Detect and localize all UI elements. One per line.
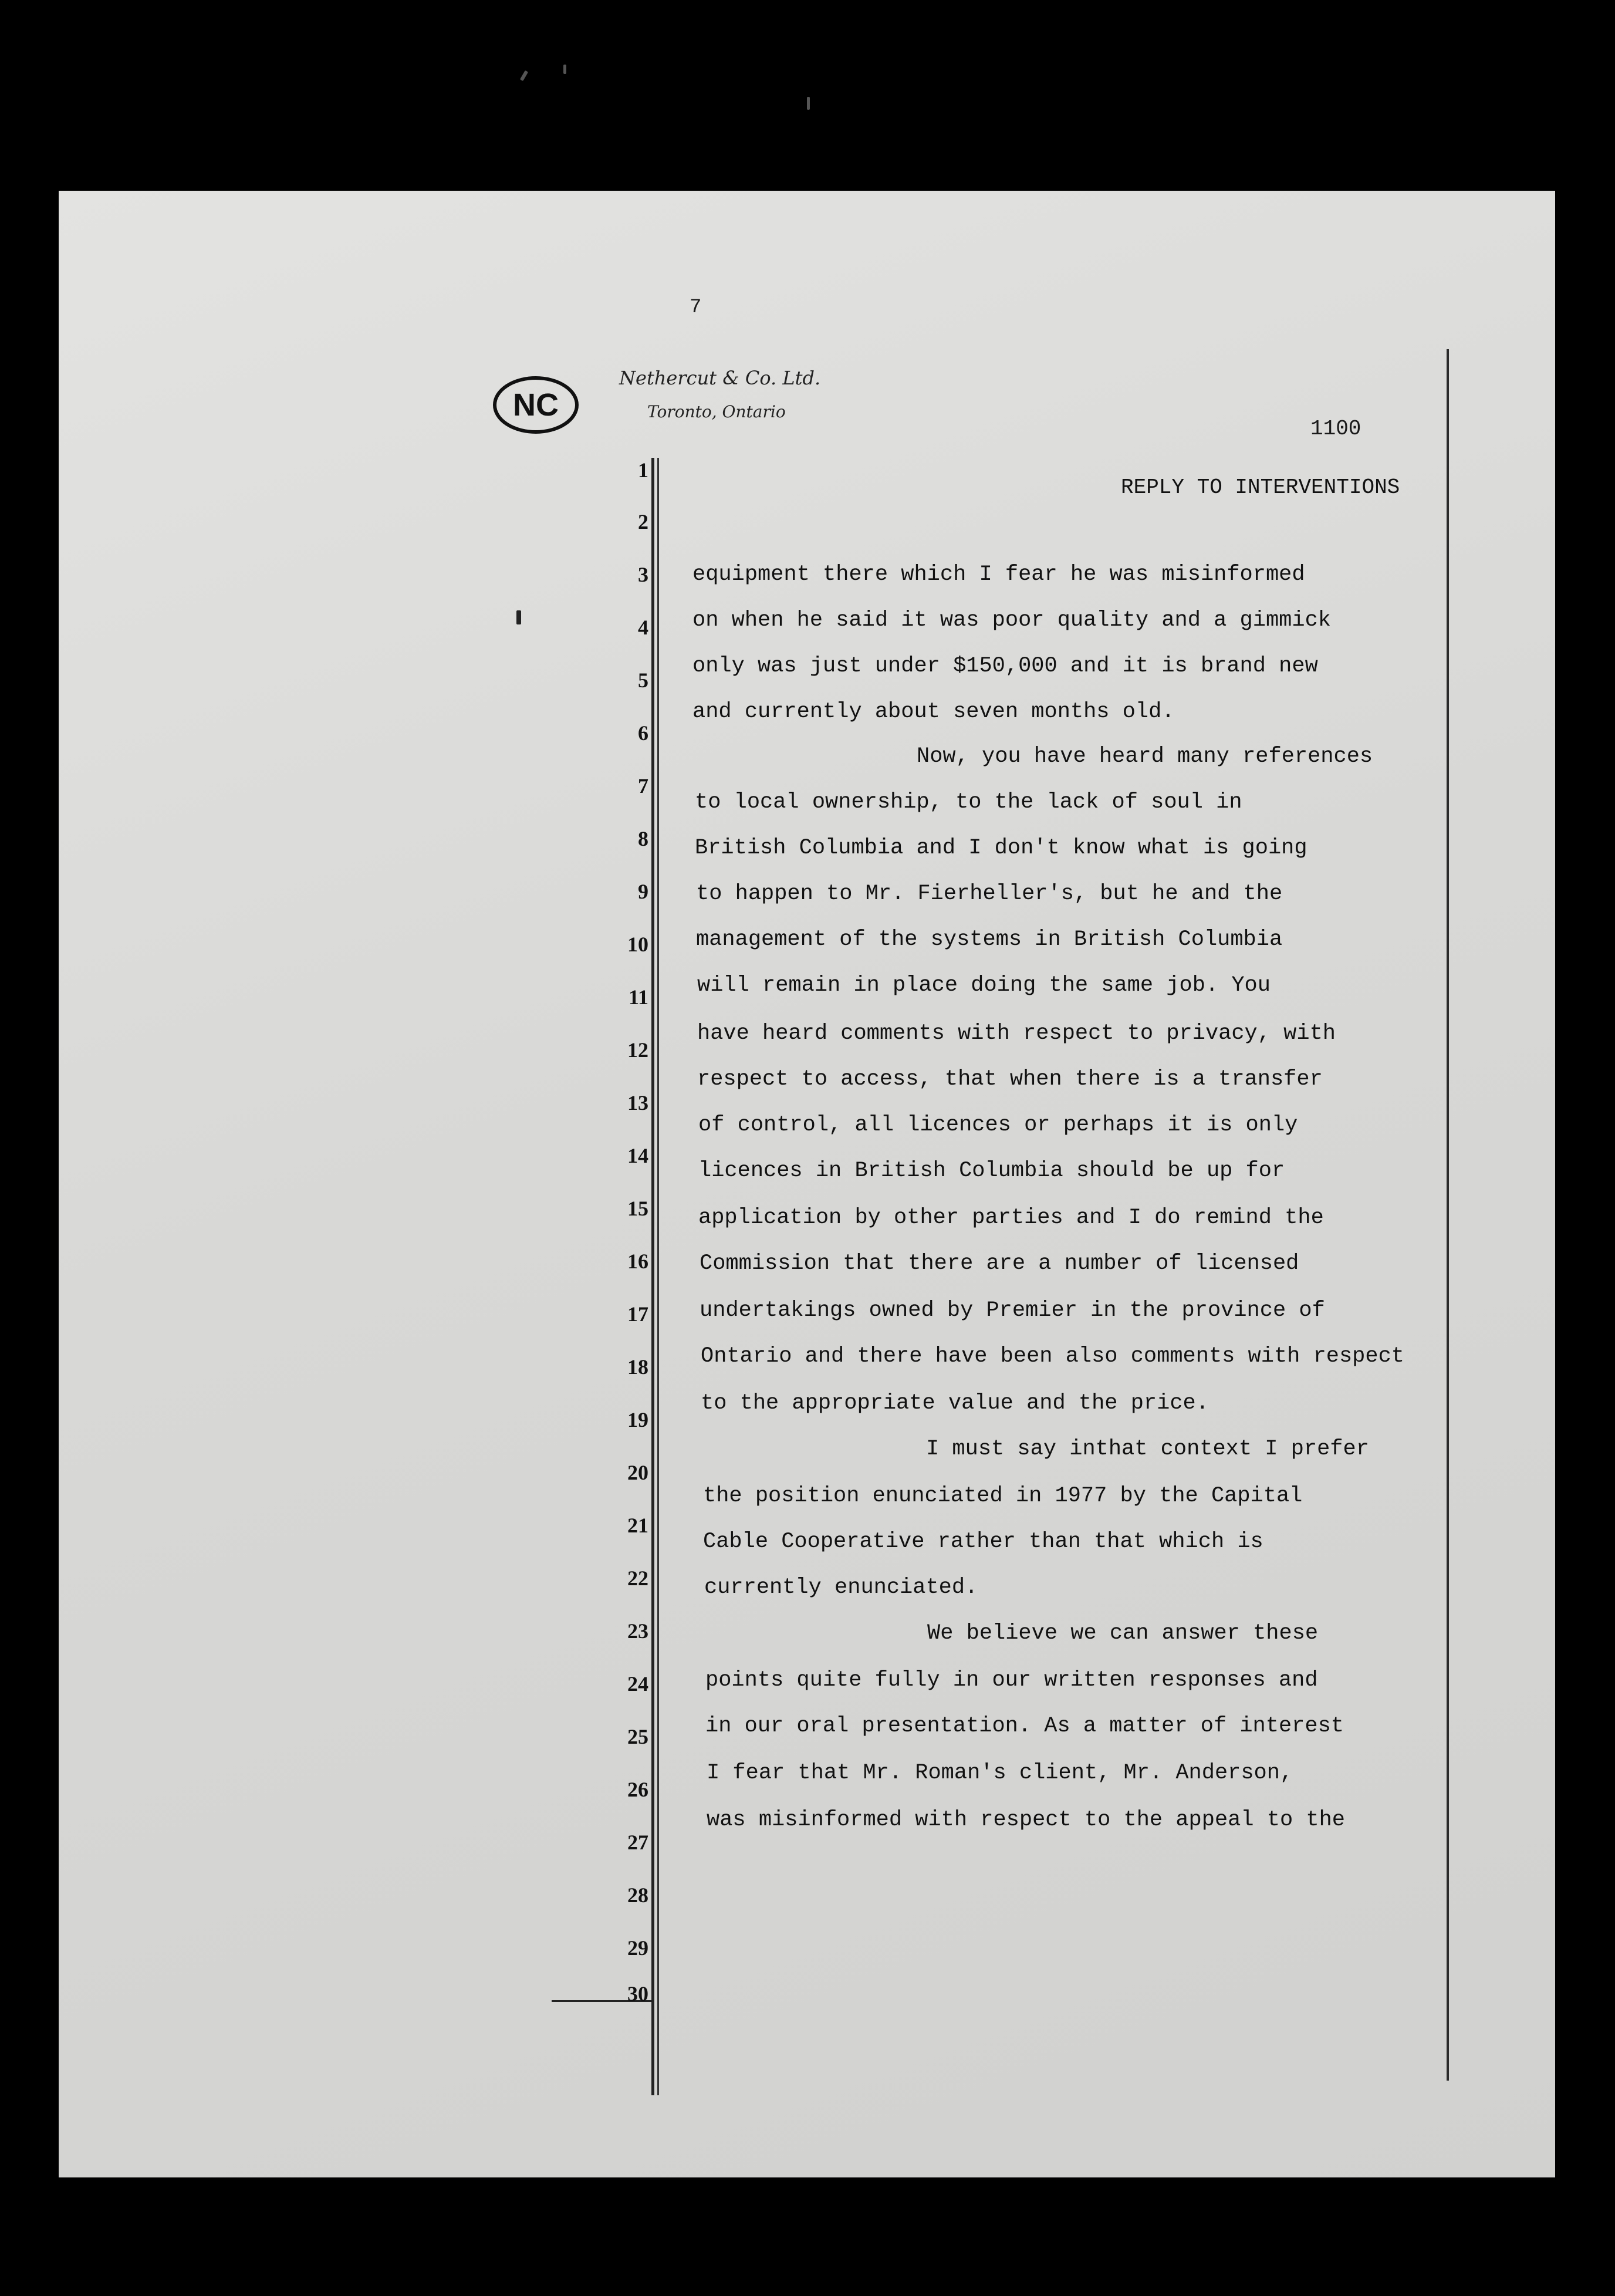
body-line: management of the systems in British Columbia — [696, 927, 1283, 952]
line-number: 28 — [627, 1883, 648, 1907]
body-line: will remain in place doing the same job. You — [697, 973, 1271, 998]
line-number: 1 — [638, 458, 648, 482]
line-number: 24 — [627, 1672, 648, 1696]
body-line: Commission that there are a number of licensed — [700, 1251, 1299, 1276]
body-line: was misinformed with respect to the appeal to the — [707, 1808, 1345, 1832]
body-line: of control, all licences or perhaps it is only — [698, 1113, 1298, 1137]
body-line: Now, you have heard many references — [917, 744, 1373, 769]
body-line: to local ownership, to the lack of soul in — [695, 790, 1242, 815]
body-line: have heard comments with respect to privacy, with — [697, 1021, 1336, 1046]
body-line: only was just under $150,000 and it is brand new — [692, 654, 1318, 678]
body-line: and currently about seven months old. — [692, 700, 1175, 724]
line-number: 21 — [627, 1514, 648, 1537]
line-number: 10 — [627, 933, 648, 956]
body-line: points quite fully in our written responses and — [705, 1668, 1318, 1693]
line-number: 20 — [627, 1461, 648, 1484]
body-line: on when he said it was poor quality and a gimmick — [692, 608, 1331, 633]
line-number: 5 — [638, 668, 648, 692]
body-line: undertakings owned by Premier in the province of — [700, 1298, 1325, 1323]
line-number: 16 — [627, 1250, 648, 1273]
line-number: 14 — [627, 1144, 648, 1167]
line-number: 9 — [638, 880, 648, 903]
body-line: British Columbia and I don't know what is going — [695, 836, 1307, 860]
body-line: to the appropriate value and the price. — [701, 1391, 1209, 1416]
line-number: 18 — [627, 1355, 648, 1379]
section-heading: REPLY TO INTERVENTIONS — [1121, 475, 1400, 499]
line-number: 23 — [627, 1619, 648, 1643]
body-line: to happen to Mr. Fierheller's, but he and the — [696, 882, 1283, 906]
line-number: 26 — [627, 1778, 648, 1801]
body-line: the position enunciated in 1977 by the Capital — [703, 1484, 1303, 1508]
body-line: I must say inthat context I prefer — [926, 1437, 1369, 1461]
line-number: 7 — [638, 774, 648, 798]
line-number: 6 — [638, 721, 648, 745]
line-number: 8 — [638, 827, 648, 850]
page-number: 7 — [690, 296, 702, 319]
line-number: 2 — [638, 510, 648, 534]
firm-city: Toronto, Ontario — [647, 402, 786, 421]
body-line: Ontario and there have been also comments with respect — [701, 1344, 1404, 1369]
body-line: in our oral presentation. As a matter of interest — [705, 1714, 1344, 1738]
line-number: 25 — [627, 1725, 648, 1748]
line-number: 12 — [627, 1038, 648, 1062]
line-number: 22 — [627, 1566, 648, 1590]
line-number: 11 — [628, 985, 648, 1009]
line-number: 30 — [627, 1982, 648, 2005]
line-number: 19 — [627, 1408, 648, 1431]
body-line: application by other parties and I do remind the — [698, 1206, 1324, 1230]
body-line: I fear that Mr. Roman's client, Mr. Anderson, — [707, 1761, 1293, 1785]
body-line: equipment there which I fear he was misinformed — [692, 562, 1305, 587]
firm-name: Nethercut & Co. Ltd. — [619, 367, 821, 389]
logo-lettering: NC — [513, 387, 559, 423]
line-number: 27 — [627, 1831, 648, 1854]
body-line: We believe we can answer these — [927, 1621, 1319, 1646]
body-line: Cable Cooperative rather than that which is — [703, 1529, 1263, 1554]
body-line: currently enunciated. — [704, 1575, 978, 1600]
line-number: 29 — [627, 1936, 648, 1960]
line-number: 17 — [627, 1302, 648, 1326]
line-number: 13 — [627, 1091, 648, 1115]
line-number: 15 — [627, 1197, 648, 1220]
body-line: licences in British Columbia should be up for — [698, 1159, 1285, 1183]
body-line: respect to access, that when there is a transfer — [697, 1067, 1323, 1092]
line-number: 4 — [638, 616, 648, 639]
line-number: 3 — [638, 563, 648, 586]
folio-number: 1100 — [1310, 417, 1361, 441]
